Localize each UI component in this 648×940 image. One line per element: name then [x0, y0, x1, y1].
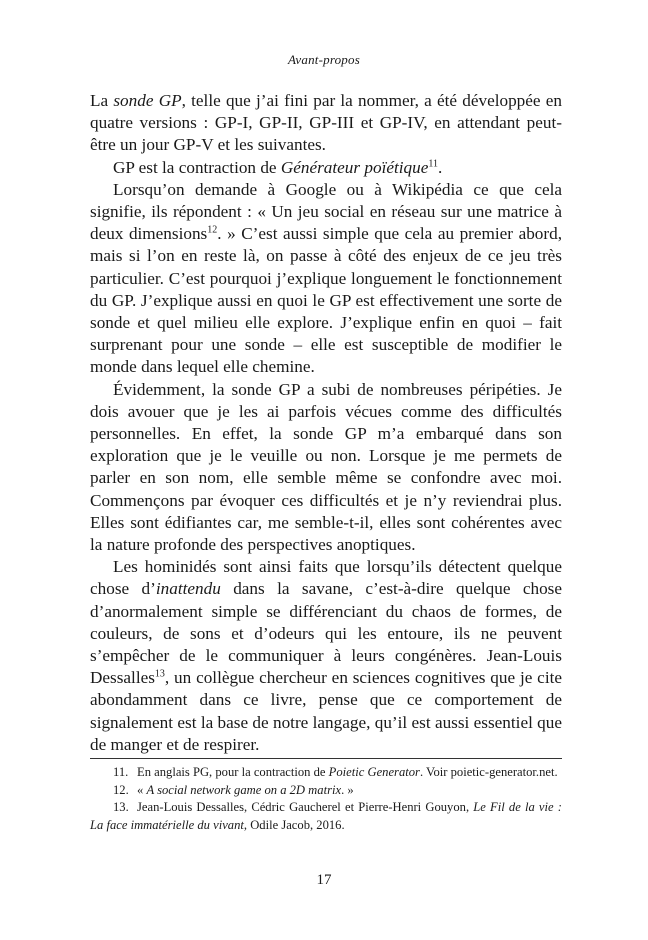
text-run: En anglais PG, pour la contraction de [137, 765, 329, 779]
footnote-number: 11. [113, 765, 129, 779]
text-run: , telle que j’ai fini par la nommer, a été développée en quatre versions : GP-I, GP-II, GP-III et GP-IV, en attendant peut-être un jour GP-V et les suivantes. [90, 91, 562, 155]
footnote-12 [90, 782, 562, 800]
paragraph-5 [90, 556, 562, 756]
text-run: Jean-Louis Dessalles, Cédric Gaucherel et Pierre-Henri Gouyon, [137, 800, 474, 814]
text-run: « [137, 782, 147, 797]
italic-term: Le Fil de la vie : La face immatérielle du vivant [90, 800, 562, 832]
footnote-ref-12: 12 [207, 224, 218, 236]
italic-term: sonde GP [113, 91, 182, 110]
text-run: , Odile Jacob, 2016. [243, 817, 345, 832]
footnote-ref-13: 13 [154, 668, 165, 680]
text-run: , un collègue chercheur en sciences cognitives que je cite abondamment dans ce livre, pense que ce comportement de signalement est la base de notre langage, qu’il est aussi essentiel que de manger et de respirer. [90, 668, 562, 754]
paragraph-3 [90, 179, 562, 379]
text-run: . Voir poietic-generator.net. [419, 765, 558, 779]
text-run: . » C’est aussi simple que cela au premier abord, mais si l’on en reste là, on passe à côté des enjeux de ce jeu très particulier. C’est pourquoi j’explique longuement le fonctionnement du GP. J’explique aussi en quoi le GP est effectivement une sorte de sonde et quel milieu elle explore. J’explique enfin en quoi – fait surprenant pour une sonde – elle est susceptible de modifier le monde dans lequel elle chemine. [90, 224, 562, 377]
text-run: La [90, 91, 114, 110]
footnote-11 [90, 764, 562, 782]
italic-term: Générateur poïétique [280, 157, 429, 177]
footnote-13 [90, 799, 562, 834]
italic-term: A social network game on a 2D matrix [146, 782, 342, 797]
text-run: Les hominidés sont ainsi faits que lorsqu’ils détectent quelque chose d’ [90, 557, 562, 599]
text-run: dans la savane, c’est-à-dire quelque chose d’anormalement simple se différenciant du chaos de formes, de couleurs, de sons et d’odeurs qui les entoure, ils ne peuvent s’empêcher de le communiquer à leurs congénères. Jean-Louis Dessalles [90, 579, 562, 688]
footnote-separator [90, 758, 562, 759]
running-head: Avant-propos [288, 52, 360, 67]
text-run: GP est la contraction de [113, 157, 281, 177]
text-run: . [438, 157, 443, 177]
paragraph-1 [90, 90, 562, 157]
footnote-number: 12. [113, 782, 129, 797]
footnotes [90, 764, 562, 834]
paragraph-4: Évidemment, la sonde GP a subi de nombreuses péripéties. Je dois avouer que je les ai parfois vécues comme des difficultés personnelles. En effet, la sonde GP m’a embarqué dans son exploration que je le veuille ou non. Lorsque je me permets de parler en son nom, elle semble même se confondre avec moi. Commençons par évoquer ces difficultés et je n’y reviendrai plus. Elles sont édifiantes car, me semble-t-il, elles sont cohérentes avec la nature profonde des perspectives anoptiques. [90, 379, 562, 555]
page-number: 17 [316, 872, 332, 888]
body-text [90, 90, 562, 756]
paragraph-2 [90, 157, 562, 179]
text-run: . » [341, 782, 354, 797]
footnote-number: 13. [113, 800, 129, 814]
text-run: Lorsqu’on demande à Google ou à Wikipédia ce que cela signifie, ils répondent : « Un jeu social en réseau sur une matrice à deux dimensions [90, 179, 562, 244]
footnote-ref-11: 11 [428, 157, 438, 169]
italic-term: inattendu [155, 579, 221, 599]
italic-term: Poietic Generator [328, 765, 420, 779]
